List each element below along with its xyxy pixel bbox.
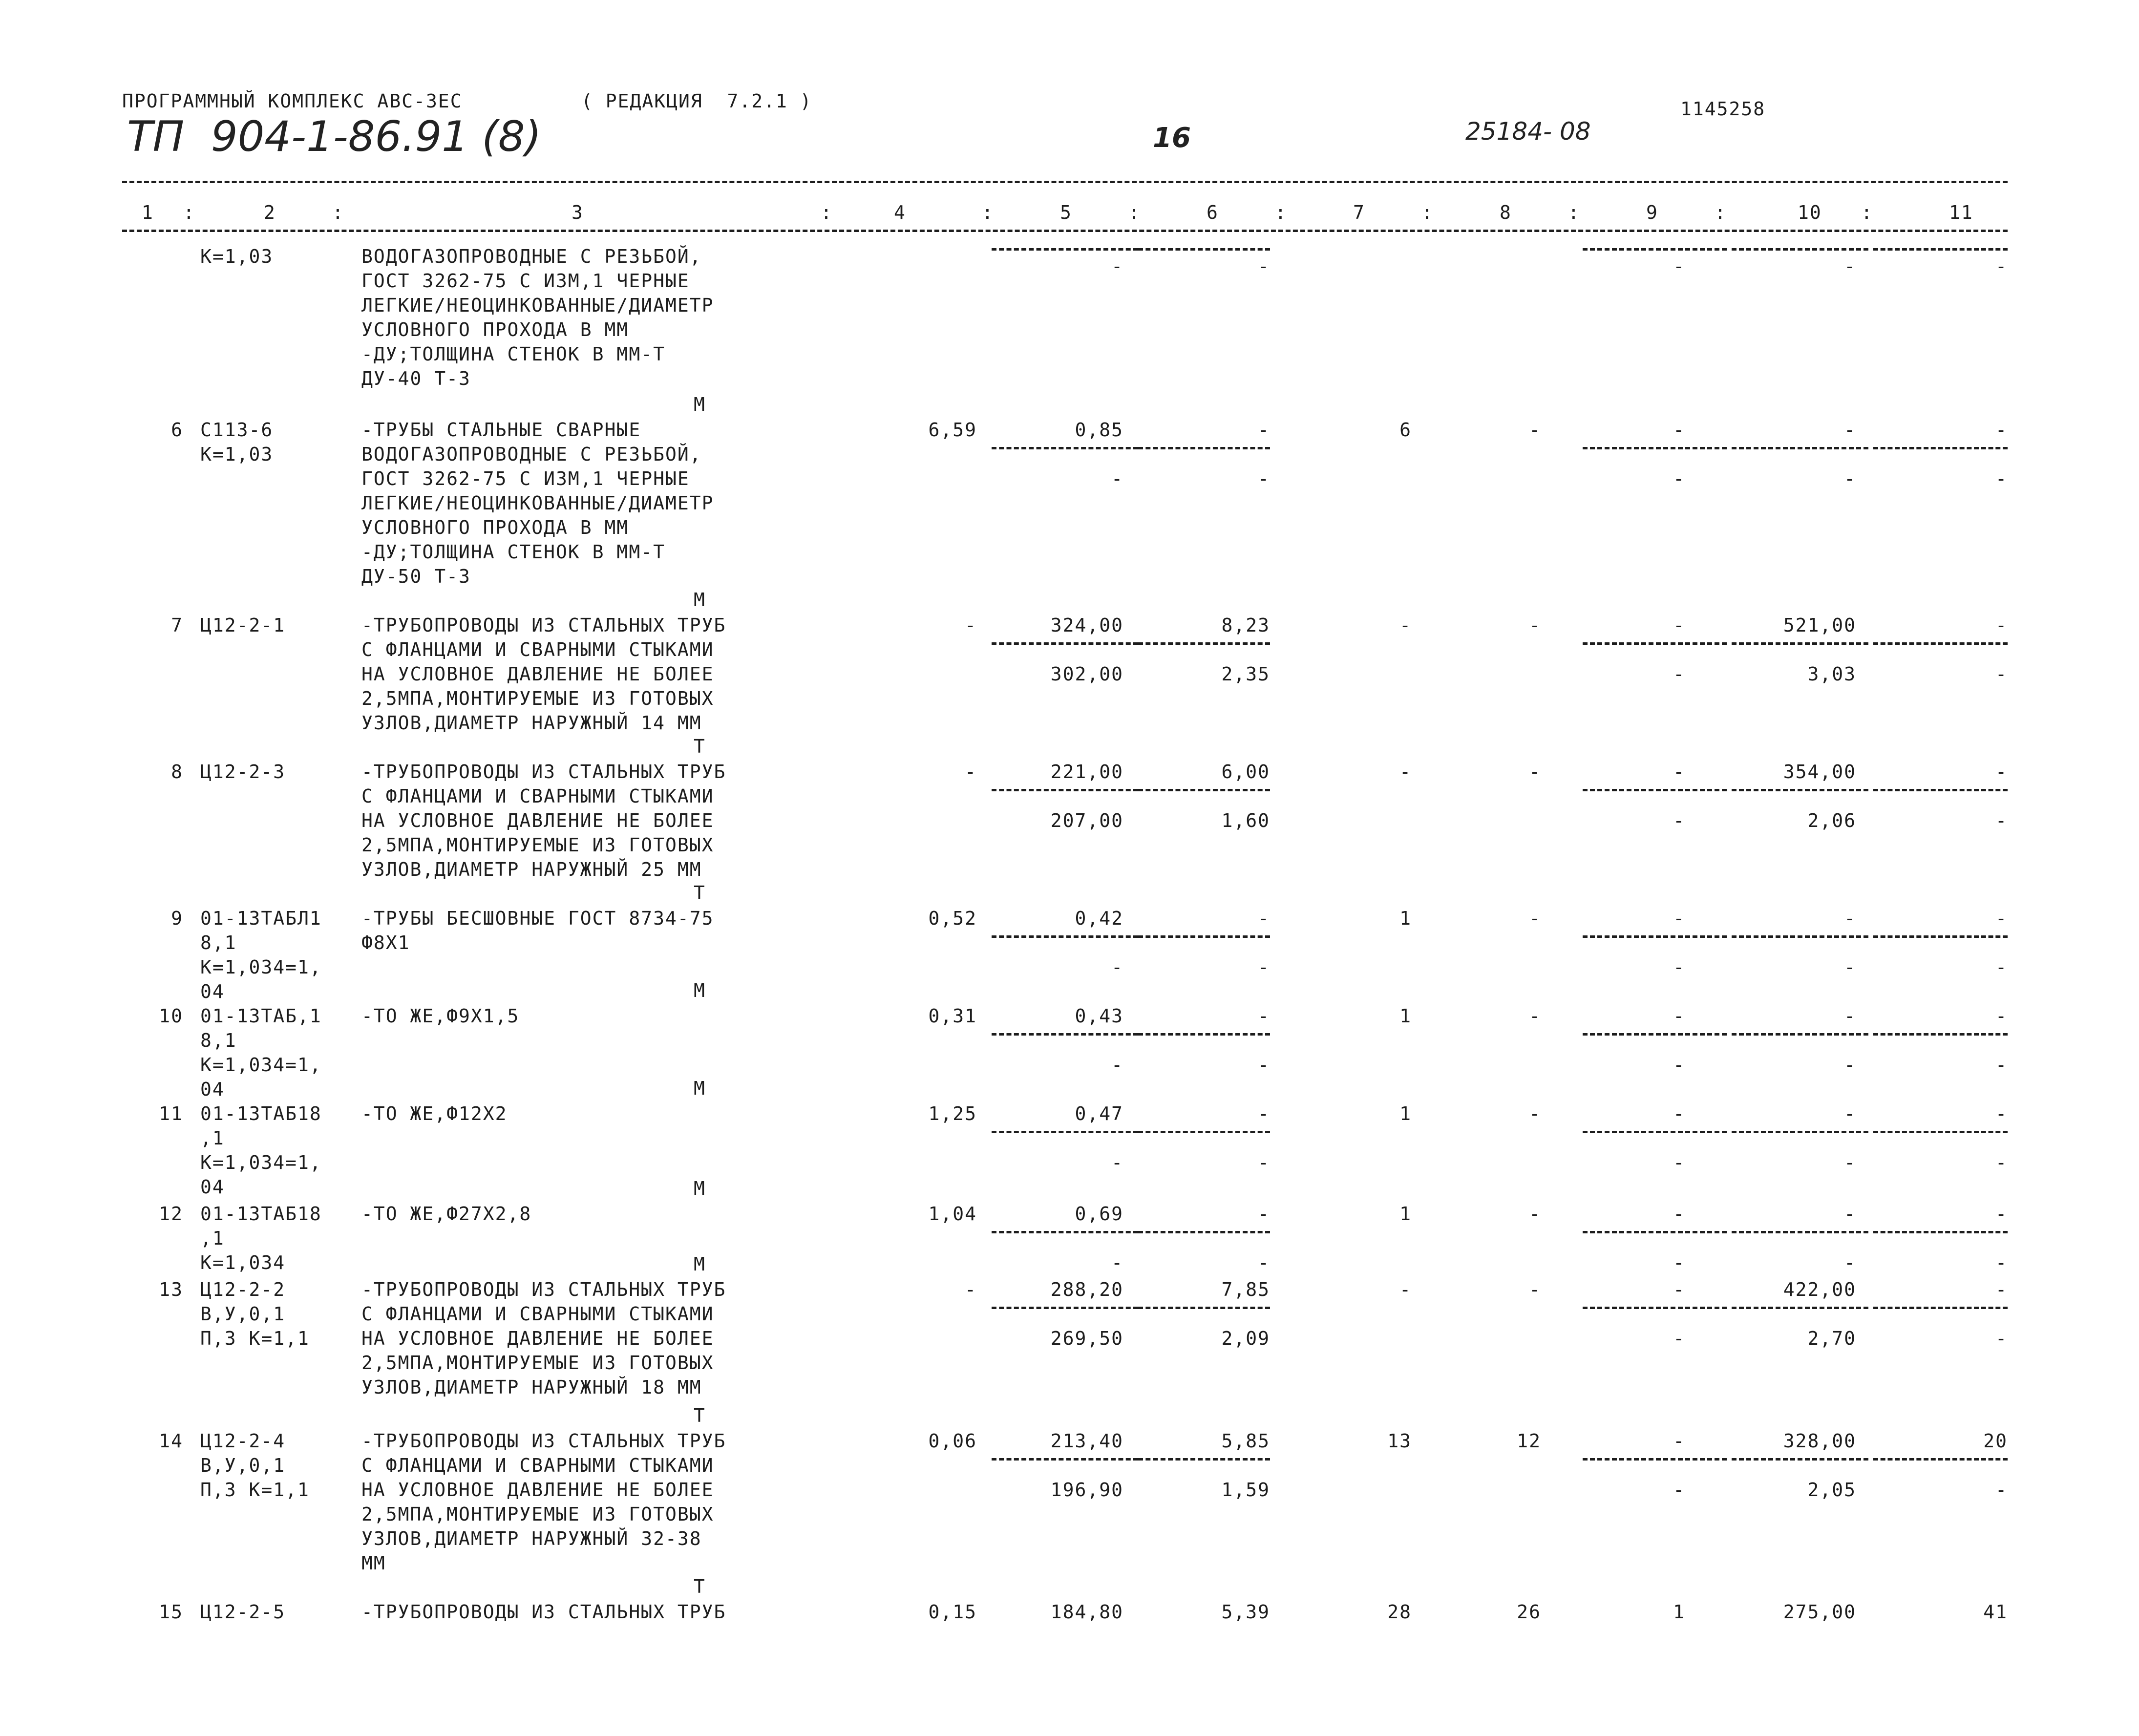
fraction-line [1583,789,1727,791]
fraction-line [1873,248,2008,251]
value-c5b: - [1111,468,1123,489]
work-description: -ТРУБОПРОВОДЫ ИЗ СТАЛЬНЫХ ТРУБ [361,1601,726,1623]
value-c10b: 3,03 [1807,663,1856,685]
value-c6: - [1258,1103,1270,1124]
fraction-line [1873,1231,2008,1233]
value-c4: - [965,1279,977,1300]
value-c10b: - [1844,255,1856,277]
fraction-line [1138,1458,1270,1461]
value-c5b: 196,90 [1050,1479,1123,1501]
value-c4: - [965,761,977,783]
fraction-line [992,1231,1138,1233]
value-c6: 5,85 [1221,1430,1270,1452]
value-c11: - [1995,1203,2008,1225]
value-c5: 184,80 [1050,1601,1123,1623]
value-c5: 213,40 [1050,1430,1123,1452]
value-c8: 26 [1517,1601,1541,1623]
resource-code: ,1 [200,1228,225,1249]
work-description: 2,5МПА,МОНТИРУЕМЫЕ ИЗ ГОТОВЫХ [361,688,714,709]
value-c6b: - [1258,1054,1270,1076]
column-number: 9 [1646,202,1658,223]
value-c8: - [1529,1005,1541,1027]
fraction-line [1138,642,1270,645]
value-c4: 0,06 [928,1430,977,1452]
value-c11b: - [1995,255,2008,277]
resource-code: В,У,0,1 [200,1303,286,1325]
fraction-line [1873,642,2008,645]
value-c5: 0,43 [1075,1005,1123,1027]
fraction-line [992,447,1138,449]
value-c6b: 2,09 [1221,1328,1270,1349]
handwritten-project-number: ТП 904-1-86.91 (8) [127,112,542,161]
document-code: 1145258 [1680,98,1766,120]
value-c5: 288,20 [1050,1279,1123,1300]
value-c11: - [1995,1005,2008,1027]
value-c5b: - [1111,1152,1123,1173]
value-c8: - [1529,1203,1541,1225]
work-description: С ФЛАНЦАМИ И СВАРНЫМИ СТЫКАМИ [361,639,714,660]
work-description: ДУ-50 Т-3 [361,566,471,587]
resource-code: К=1,03 [200,246,274,267]
value-c9: - [1673,1103,1685,1124]
value-c6: - [1258,1005,1270,1027]
value-c5: 0,85 [1075,419,1123,441]
program-title: ПРОГРАММНЫЙ КОМПЛЕКС АВС-3ЕС [122,90,463,112]
fraction-line [1138,1131,1270,1133]
resource-code: 04 [200,1176,225,1198]
value-c6b: - [1258,956,1270,978]
fraction-line [1583,1033,1727,1036]
value-c10b: - [1844,1152,1856,1173]
value-c9: - [1673,1005,1685,1027]
value-c4: 0,52 [928,908,977,929]
value-c4: 0,15 [928,1601,977,1623]
resource-code: 04 [200,981,225,1002]
value-c5b: 269,50 [1050,1328,1123,1349]
value-c6: 5,39 [1221,1601,1270,1623]
resource-code: К=1,034 [200,1252,286,1273]
value-c11b: - [1995,1152,2008,1173]
column-number: 5 [1060,202,1072,223]
value-c6b: 1,59 [1221,1479,1270,1501]
resource-code: В,У,0,1 [200,1455,286,1476]
value-c10b: 2,70 [1807,1328,1856,1349]
work-description: НА УСЛОВНОЕ ДАВЛЕНИЕ НЕ БОЛЕЕ [361,663,714,685]
value-c9: - [1673,908,1685,929]
work-description: -ДУ;ТОЛЩИНА СТЕНОК В ММ-Т [361,541,665,563]
column-separator: : [982,202,994,223]
resource-code: 01-13ТАБ18 [200,1103,322,1124]
unit-of-measure: Т [694,1405,706,1426]
fraction-line [1138,1307,1270,1309]
header-rule-bottom [122,230,2008,232]
fraction-line [992,1458,1138,1461]
value-c7: 28 [1387,1601,1412,1623]
value-c11: - [1995,1279,2008,1300]
fraction-line [1583,1458,1727,1461]
work-description: -ДУ;ТОЛЩИНА СТЕНОК В ММ-Т [361,343,665,365]
value-c11b: - [1995,810,2008,831]
value-c9: 1 [1673,1601,1685,1623]
work-description: НА УСЛОВНОЕ ДАВЛЕНИЕ НЕ БОЛЕЕ [361,1479,714,1501]
value-c10: 521,00 [1783,614,1856,636]
value-c11: - [1995,1103,2008,1124]
column-separator: : [1128,202,1141,223]
work-description: ММ [361,1552,386,1574]
value-c7: 1 [1399,1103,1412,1124]
value-c9: - [1673,1279,1685,1300]
fraction-line [992,1033,1138,1036]
value-c7: 1 [1399,1203,1412,1225]
resource-code: 01-13ТАБЛ1 [200,908,322,929]
fraction-line [1873,935,2008,938]
fraction-line [1583,1131,1727,1133]
value-c8: - [1529,614,1541,636]
value-c5: 324,00 [1050,614,1123,636]
value-c11: - [1995,761,2008,783]
resource-code: Ц12-2-4 [200,1430,286,1452]
value-c7: - [1399,1279,1412,1300]
work-description: -ТРУБОПРОВОДЫ ИЗ СТАЛЬНЫХ ТРУБ [361,1279,726,1300]
unit-of-measure: Т [694,1576,706,1597]
value-c5b: - [1111,956,1123,978]
fraction-line [992,789,1138,791]
value-c10b: - [1844,1054,1856,1076]
value-c9b: - [1673,810,1685,831]
value-c9b: - [1673,1252,1685,1273]
value-c6b: - [1258,1152,1270,1173]
value-c11: - [1995,614,2008,636]
fraction-line [1583,447,1727,449]
column-number: 3 [572,202,584,223]
value-c10: - [1844,908,1856,929]
value-c6: - [1258,1203,1270,1225]
work-description: УЗЛОВ,ДИАМЕТР НАРУЖНЫЙ 14 ММ [361,712,702,734]
column-number: 8 [1500,202,1512,223]
column-separator: : [821,202,833,223]
value-c7: 13 [1387,1430,1412,1452]
resource-code: Ц12-2-5 [200,1601,286,1623]
value-c9b: - [1673,1152,1685,1173]
work-description: НА УСЛОВНОЕ ДАВЛЕНИЕ НЕ БОЛЕЕ [361,1328,714,1349]
work-description: -ТО ЖЕ,Ф9Х1,5 [361,1005,520,1027]
value-c6: 7,85 [1221,1279,1270,1300]
value-c5b: - [1111,1054,1123,1076]
value-c4: 1,25 [928,1103,977,1124]
value-c5: 0,69 [1075,1203,1123,1225]
value-c8: - [1529,419,1541,441]
resource-code: К=1,034=1, [200,1152,322,1173]
work-description: С ФЛАНЦАМИ И СВАРНЫМИ СТЫКАМИ [361,1303,714,1325]
value-c10: - [1844,1103,1856,1124]
value-c6b: 2,35 [1221,663,1270,685]
value-c11: - [1995,908,2008,929]
value-c11b: - [1995,468,2008,489]
fraction-line [1873,1307,2008,1309]
fraction-line [1138,1231,1270,1233]
value-c10b: 2,06 [1807,810,1856,831]
value-c5: 221,00 [1050,761,1123,783]
value-c9: - [1673,761,1685,783]
fraction-line [992,935,1138,938]
column-separator: : [332,202,344,223]
value-c8: - [1529,1103,1541,1124]
resource-code: Ц12-2-2 [200,1279,286,1300]
column-number: 7 [1353,202,1365,223]
work-description: УЗЛОВ,ДИАМЕТР НАРУЖНЫЙ 32-38 [361,1528,702,1549]
work-description: -ТО ЖЕ,Ф27Х2,8 [361,1203,532,1225]
value-c11b: - [1995,956,2008,978]
row-number: 14 [159,1430,183,1452]
fraction-line [992,642,1138,645]
value-c6b: - [1258,255,1270,277]
work-description: ЛЕГКИЕ/НЕОЦИНКОВАННЫЕ/ДИАМЕТР [361,295,714,316]
work-description: -ТРУБЫ БЕСШОВНЫЕ ГОСТ 8734-75 [361,908,714,929]
value-c9b: - [1673,1054,1685,1076]
value-c10: 422,00 [1783,1279,1856,1300]
unit-of-measure: М [694,394,706,415]
value-c10: - [1844,419,1856,441]
resource-code: П,3 К=1,1 [200,1328,310,1349]
column-separator: : [1275,202,1287,223]
value-c7: - [1399,761,1412,783]
value-c11b: - [1995,663,2008,685]
fraction-line [1732,789,1868,791]
header-rule-top [122,181,2008,183]
program-edition: ( РЕДАКЦИЯ 7.2.1 ) [581,90,812,112]
resource-code: 8,1 [200,1030,237,1051]
work-description: С ФЛАНЦАМИ И СВАРНЫМИ СТЫКАМИ [361,785,714,807]
column-separator: : [1568,202,1580,223]
work-description: -ТРУБОПРОВОДЫ ИЗ СТАЛЬНЫХ ТРУБ [361,1430,726,1452]
value-c10b: - [1844,1252,1856,1273]
value-c4: 6,59 [928,419,977,441]
value-c10: - [1844,1005,1856,1027]
work-description: УСЛОВНОГО ПРОХОДА В ММ [361,319,629,340]
value-c6: 6,00 [1221,761,1270,783]
fraction-line [1138,447,1270,449]
value-c11b: - [1995,1328,2008,1349]
unit-of-measure: М [694,1078,706,1099]
work-description: УЗЛОВ,ДИАМЕТР НАРУЖНЫЙ 18 ММ [361,1376,702,1398]
column-number: 11 [1949,202,1973,223]
unit-of-measure: М [694,589,706,611]
row-number: 9 [171,908,183,929]
value-c9b: - [1673,663,1685,685]
fraction-line [1873,447,2008,449]
fraction-line [1732,642,1868,645]
fraction-line [1732,1307,1868,1309]
handwritten-reference: 25184- 08 [1465,117,1591,146]
fraction-line [1732,248,1868,251]
fraction-line [1732,935,1868,938]
work-description: ВОДОГАЗОПРОВОДНЫЕ С РЕЗЬБОЙ, [361,444,702,465]
work-description: -ТРУБОПРОВОДЫ ИЗ СТАЛЬНЫХ ТРУБ [361,761,726,783]
value-c5: 0,42 [1075,908,1123,929]
value-c8: - [1529,761,1541,783]
value-c9: - [1673,614,1685,636]
fraction-line [1583,642,1727,645]
value-c5: 0,47 [1075,1103,1123,1124]
fraction-line [1583,935,1727,938]
fraction-line [992,1131,1138,1133]
value-c11: - [1995,419,2008,441]
fraction-line [1873,1131,2008,1133]
value-c9b: - [1673,956,1685,978]
value-c5b: - [1111,1252,1123,1273]
value-c9b: - [1673,1479,1685,1501]
value-c11b: - [1995,1054,2008,1076]
resource-code: 04 [200,1079,225,1100]
column-separator: : [1861,202,1873,223]
value-c8: - [1529,908,1541,929]
work-description: ГОСТ 3262-75 С ИЗМ,1 ЧЕРНЫЕ [361,270,690,292]
column-number: 4 [894,202,906,223]
unit-of-measure: Т [694,736,706,757]
unit-of-measure: М [694,1253,706,1275]
resource-code: 8,1 [200,932,237,953]
value-c10b: 2,05 [1807,1479,1856,1501]
work-description: С ФЛАНЦАМИ И СВАРНЫМИ СТЫКАМИ [361,1455,714,1476]
row-number: 10 [159,1005,183,1027]
value-c6: - [1258,908,1270,929]
value-c5b: 302,00 [1050,663,1123,685]
row-number: 13 [159,1279,183,1300]
work-description: -ТРУБОПРОВОДЫ ИЗ СТАЛЬНЫХ ТРУБ [361,614,726,636]
column-number: 6 [1207,202,1219,223]
column-number: 1 [142,202,154,223]
work-description: УСЛОВНОГО ПРОХОДА В ММ [361,517,629,538]
value-c11b: - [1995,1252,2008,1273]
fraction-line [1138,789,1270,791]
value-c4: 0,31 [928,1005,977,1027]
row-number: 15 [159,1601,183,1623]
value-c7: 6 [1399,419,1412,441]
fraction-line [992,248,1138,251]
resource-code: 01-13ТАБ,1 [200,1005,322,1027]
value-c8: - [1529,1279,1541,1300]
value-c8: 12 [1517,1430,1541,1452]
unit-of-measure: Т [694,882,706,904]
fraction-line [1732,1033,1868,1036]
value-c9b: - [1673,1328,1685,1349]
resource-code: 01-13ТАБ18 [200,1203,322,1225]
row-number: 12 [159,1203,183,1225]
column-separator: : [1421,202,1434,223]
value-c7: 1 [1399,908,1412,929]
resource-code: К=1,034=1, [200,956,322,978]
unit-of-measure: М [694,1178,706,1199]
value-c9: - [1673,419,1685,441]
fraction-line [1873,1458,2008,1461]
resource-code: С113-6 [200,419,274,441]
value-c5b: - [1111,255,1123,277]
fraction-line [1732,447,1868,449]
value-c9b: - [1673,255,1685,277]
value-c10b: - [1844,468,1856,489]
value-c6b: 1,60 [1221,810,1270,831]
fraction-line [1732,1131,1868,1133]
work-description: ЛЕГКИЕ/НЕОЦИНКОВАННЫЕ/ДИАМЕТР [361,492,714,514]
work-description: 2,5МПА,МОНТИРУЕМЫЕ ИЗ ГОТОВЫХ [361,1352,714,1374]
fraction-line [1583,1307,1727,1309]
value-c10: 275,00 [1783,1601,1856,1623]
fraction-line [1138,1033,1270,1036]
value-c4: - [965,614,977,636]
value-c11: 41 [1983,1601,2008,1623]
work-description: -ТРУБЫ СТАЛЬНЫЕ СВАРНЫЕ [361,419,641,441]
fraction-line [1873,789,2008,791]
value-c9: - [1673,1430,1685,1452]
unit-of-measure: М [694,980,706,1001]
value-c10: - [1844,1203,1856,1225]
resource-code: К=1,034=1, [200,1054,322,1076]
value-c10: 328,00 [1783,1430,1856,1452]
column-separator: : [183,202,195,223]
fraction-line [1732,1231,1868,1233]
resource-code: П,3 К=1,1 [200,1479,310,1501]
resource-code: Ц12-2-1 [200,614,286,636]
value-c7: - [1399,614,1412,636]
value-c6: 8,23 [1221,614,1270,636]
resource-code: Ц12-2-3 [200,761,286,783]
value-c4: 1,04 [928,1203,977,1225]
work-description: ВОДОГАЗОПРОВОДНЫЕ С РЕЗЬБОЙ, [361,246,702,267]
resource-code: К=1,03 [200,444,274,465]
column-number: 2 [264,202,276,223]
value-c10b: - [1844,956,1856,978]
value-c9b: - [1673,468,1685,489]
work-description: -ТО ЖЕ,Ф12Х2 [361,1103,508,1124]
value-c9: - [1673,1203,1685,1225]
fraction-line [1138,248,1270,251]
work-description: ГОСТ 3262-75 С ИЗМ,1 ЧЕРНЫЕ [361,468,690,489]
value-c10: 354,00 [1783,761,1856,783]
value-c11b: - [1995,1479,2008,1501]
column-separator: : [1715,202,1727,223]
handwritten-page-number: 16 [1153,122,1191,154]
fraction-line [992,1307,1138,1309]
resource-code: ,1 [200,1127,225,1149]
fraction-line [1583,1231,1727,1233]
value-c7: 1 [1399,1005,1412,1027]
value-c6: - [1258,419,1270,441]
value-c5b: 207,00 [1050,810,1123,831]
row-number: 11 [159,1103,183,1124]
fraction-line [1732,1458,1868,1461]
value-c11: 20 [1983,1430,2008,1452]
work-description: 2,5МПА,МОНТИРУЕМЫЕ ИЗ ГОТОВЫХ [361,1503,714,1525]
work-description: 2,5МПА,МОНТИРУЕМЫЕ ИЗ ГОТОВЫХ [361,834,714,856]
fraction-line [1873,1033,2008,1036]
work-description: ДУ-40 Т-3 [361,368,471,389]
row-number: 7 [171,614,183,636]
value-c6b: - [1258,1252,1270,1273]
fraction-line [1138,935,1270,938]
work-description: НА УСЛОВНОЕ ДАВЛЕНИЕ НЕ БОЛЕЕ [361,810,714,831]
work-description: Ф8Х1 [361,932,410,953]
fraction-line [1583,248,1727,251]
row-number: 8 [171,761,183,783]
work-description: УЗЛОВ,ДИАМЕТР НАРУЖНЫЙ 25 ММ [361,859,702,880]
row-number: 6 [171,419,183,441]
value-c6b: - [1258,468,1270,489]
column-number: 10 [1798,202,1822,223]
